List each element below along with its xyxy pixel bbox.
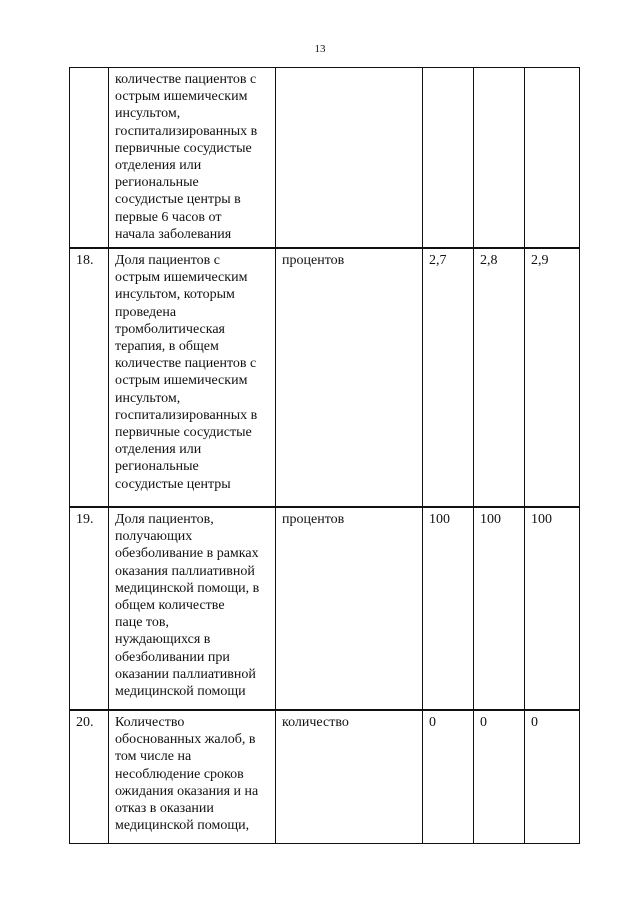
indicator-name xyxy=(109,249,275,493)
name-line: первичные сосудистые xyxy=(115,425,252,441)
row-number: 19. xyxy=(76,512,94,527)
name-line: сосудистые центры xyxy=(115,476,231,492)
row-number: 18. xyxy=(76,253,94,268)
name-line: госпитализированных в xyxy=(115,407,258,423)
name-line: медицинской помощи, в xyxy=(115,580,260,596)
name-line: проведена xyxy=(115,304,177,320)
name-line: инсультом, xyxy=(115,106,181,122)
indicator-name xyxy=(109,508,275,700)
unit-cell: количество xyxy=(282,715,349,730)
name-line: получающих xyxy=(115,529,193,545)
name-line: начала заболевания xyxy=(115,226,232,242)
value-cell-2: 2,8 xyxy=(480,253,498,268)
value-cell-2 xyxy=(474,68,524,71)
name-line: обоснованных жалоб, в xyxy=(115,732,256,748)
value-cell-3 xyxy=(525,68,579,71)
name-line: несоблюдение сроков xyxy=(115,766,244,782)
value-cell-3: 2,9 xyxy=(531,253,549,268)
value-cell-1 xyxy=(423,68,473,71)
name-line: острым ишемическим xyxy=(115,89,248,105)
value-cell-2: 0 xyxy=(480,715,487,730)
name-line: ожидания оказания и на xyxy=(115,783,259,799)
name-line: нуждающихся в xyxy=(115,632,211,648)
indicator-name xyxy=(109,711,275,834)
table-row xyxy=(70,710,580,844)
name-line: Количество xyxy=(115,715,185,730)
name-line: общем количестве xyxy=(115,598,225,614)
value-cell-2: 100 xyxy=(480,512,501,527)
name-line: острым ишемическим xyxy=(115,373,248,389)
name-line: первые 6 часов от xyxy=(115,209,222,225)
unit-cell: процентов xyxy=(282,512,345,527)
name-line: региональные xyxy=(115,175,199,191)
value-cell-1: 2,7 xyxy=(429,253,447,268)
name-line: медицинской помощи xyxy=(115,684,246,700)
name-line: отказ в оказании xyxy=(115,801,214,817)
name-line: тромболитическая xyxy=(115,321,225,337)
name-line: терапия, в общем xyxy=(115,339,219,355)
name-line: количестве пациентов с xyxy=(115,72,257,87)
row-number: 20. xyxy=(76,715,94,730)
page-number: 13 xyxy=(314,43,326,55)
value-cell-1: 0 xyxy=(429,715,436,730)
name-line: госпитализированных в xyxy=(115,123,258,139)
value-cell-1: 100 xyxy=(429,512,450,527)
name-line: оказании паллиативной xyxy=(115,666,256,682)
indicator-table xyxy=(69,67,580,844)
name-line: паце тов, xyxy=(115,615,169,631)
name-line: сосудистые центры в xyxy=(115,192,241,208)
table-row xyxy=(70,507,580,710)
name-line: острым ишемическим xyxy=(115,270,248,286)
name-line: инсультом, которым xyxy=(115,287,235,303)
table-row xyxy=(70,68,580,249)
name-line: Доля пациентов с xyxy=(115,253,220,268)
indicator-name xyxy=(109,68,275,243)
table-row xyxy=(70,248,580,507)
row-number xyxy=(70,68,108,71)
name-line: оказания паллиативной xyxy=(115,563,255,579)
name-line: том числе на xyxy=(115,749,192,765)
name-line: количестве пациентов с xyxy=(115,356,257,372)
name-line: отделения или xyxy=(115,442,202,458)
name-line: медицинской помощи, xyxy=(115,818,250,834)
value-cell-3: 100 xyxy=(531,512,552,527)
name-line: Доля пациентов, xyxy=(115,512,214,527)
name-line: отделения или xyxy=(115,158,202,174)
name-line: первичные сосудистые xyxy=(115,140,252,156)
name-line: обезболивание в рамках xyxy=(115,546,259,562)
unit-cell xyxy=(276,68,422,71)
value-cell-3: 0 xyxy=(531,715,538,730)
name-line: инсультом, xyxy=(115,390,181,406)
name-line: региональные xyxy=(115,459,199,475)
name-line: обезболивании при xyxy=(115,649,230,665)
unit-cell: процентов xyxy=(282,253,345,268)
